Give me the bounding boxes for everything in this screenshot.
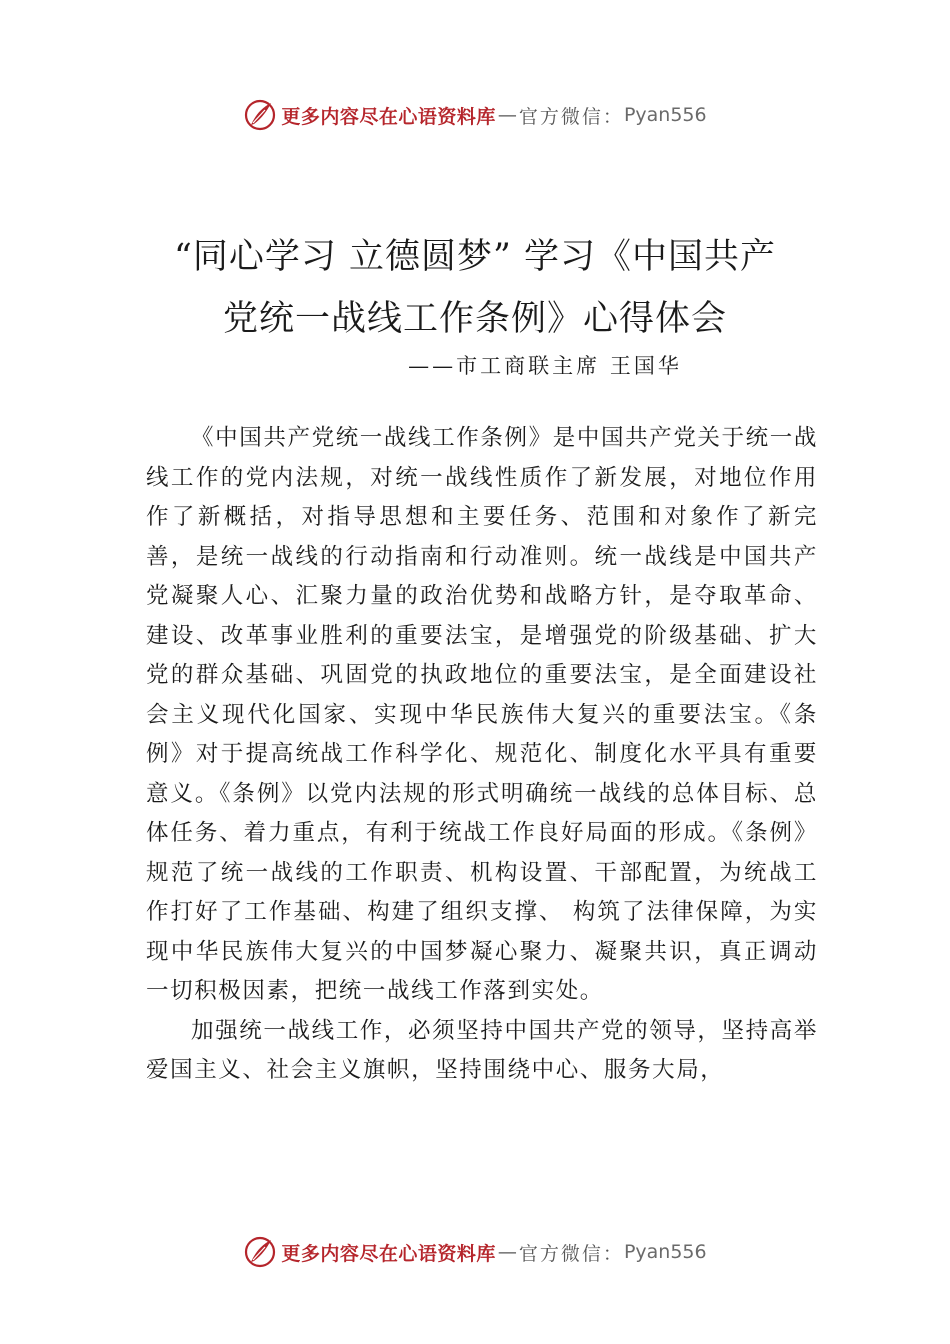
paragraph-2: 加强统一战线工作，必须坚持中国共产党的领导，坚持高举爱国主义、社会主义旗帜，坚持围绕中心、服务大局， [146,1017,818,1083]
document-title [100,226,850,350]
document-body [146,419,818,1091]
watermark-main-text: 更多内容尽在心语资料库 [281,1242,496,1265]
watermark-dash: — [497,1241,517,1263]
title-line-1: “同心学习 立德圆梦” 学习《中国共产 [173,237,777,277]
watermark-wechat-label: 官方微信： [518,105,624,128]
watermark-wechat-id: Pyan556 [623,1241,707,1263]
watermark-wechat-label: 官方微信： [518,1242,624,1265]
header-watermark [0,95,950,135]
author-byline: ——市工商联主席 王国华 [408,354,682,378]
paragraph-1: 《中国共产党统一战线工作条例》是中国共产党关于统一战线工作的党内法规，对统一战线性质作了新发展，对地位作用作了新概括，对指导思想和主要任务、范围和对象作了新完善，是统一战线的行动指南和行动准则。统一战线是中国共产党凝聚人心、汇聚力量的政治优势和战略方针，是夺取革命、建设、改革事业胜利的重要法宝，是增强党的阶级基础、扩大党的群众基础、巩固党的执政地位的重要法宝，是全面建设社会主义现代化国家、实现中华民族伟大复兴的重要法宝。《条例》对于提高统战工作科学化、规范化、制度化水平具有重要意义。《条例》以党内法规的形式明确统一战线的总体目标、总体任务、着力重点，有利于统战工作良好局面的形成。《条例》规范了统一战线的工作职责、机构设置、干部配置，为统战工作打好了工作基础、构建了组织支撑、 构筑了法律保障，为实现中华民族伟大复兴的中国梦凝心聚力、凝聚共识，真正调动一切积极因素，把统一战线工作落到实处。 [146,425,818,1004]
watermark-main-text: 更多内容尽在心语资料库 [281,105,496,128]
title-line-2: 党统一战线工作条例》心得体会 [222,299,727,339]
quill-pen-logo-icon [243,98,277,132]
watermark-dash: — [497,104,517,126]
footer-watermark [0,1232,950,1272]
quill-pen-logo-icon [243,1235,277,1269]
watermark-wechat-id: Pyan556 [623,104,707,126]
